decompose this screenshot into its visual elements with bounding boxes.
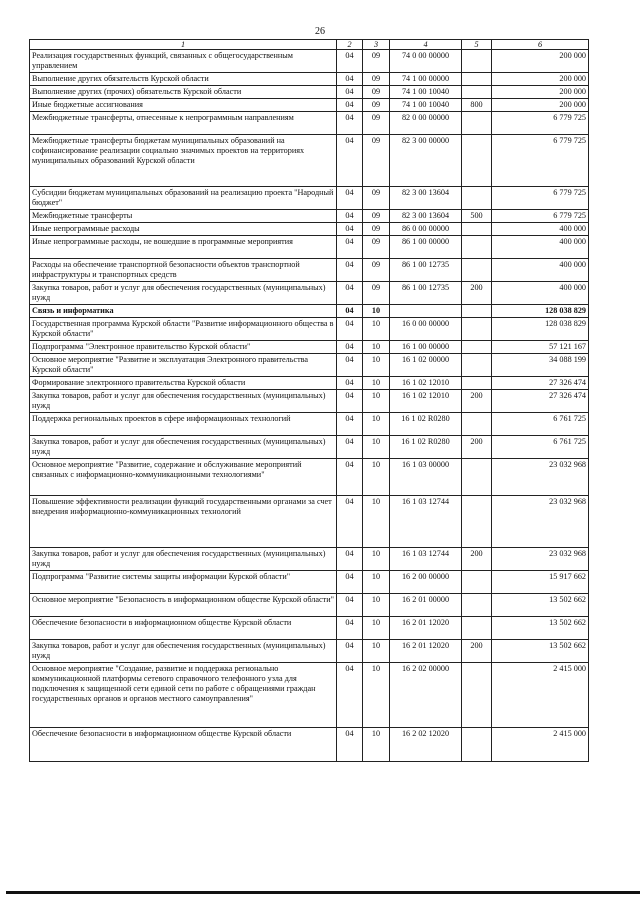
cell-rz: 04 xyxy=(337,496,363,548)
table-row xyxy=(30,594,589,617)
cell-name: Иные непрограммные расходы, не вошедшие в программные мероприятия xyxy=(30,236,337,259)
cell-vr xyxy=(462,187,492,210)
cell-csr: 16 1 02 12010 xyxy=(390,377,462,390)
cell-csr: 16 0 00 00000 xyxy=(390,318,462,341)
cell-pr: 10 xyxy=(363,594,390,617)
cell-csr: 16 1 02 00000 xyxy=(390,354,462,377)
cell-csr: 86 1 00 12735 xyxy=(390,282,462,305)
cell-name: Расходы на обеспечение транспортной безопасности объектов транспортной инфраструктуры и транспортных средств xyxy=(30,259,337,282)
cell-pr: 09 xyxy=(363,99,390,112)
cell-pr: 10 xyxy=(363,571,390,594)
cell-name: Субсидии бюджетам муниципальных образований на реализацию проекта "Народный бюджет" xyxy=(30,187,337,210)
table-row xyxy=(30,377,589,390)
cell-vr: 200 xyxy=(462,436,492,459)
cell-rz: 04 xyxy=(337,436,363,459)
table-row xyxy=(30,282,589,305)
cell-csr: 82 3 00 00000 xyxy=(390,135,462,187)
table-row xyxy=(30,413,589,436)
cell-name: Подпрограмма "Развитие системы защиты информации Курской области" xyxy=(30,571,337,594)
cell-sum: 13 502 662 xyxy=(492,617,589,640)
cell-rz: 04 xyxy=(337,413,363,436)
table-row xyxy=(30,187,589,210)
cell-name: Межбюджетные трансферты xyxy=(30,210,337,223)
cell-pr: 10 xyxy=(363,617,390,640)
cell-name: Обеспечение безопасности в информационном обществе Курской области xyxy=(30,728,337,762)
cell-pr: 10 xyxy=(363,318,390,341)
cell-pr: 10 xyxy=(363,548,390,571)
cell-vr: 200 xyxy=(462,640,492,663)
table-row xyxy=(30,112,589,135)
cell-rz: 04 xyxy=(337,318,363,341)
cell-pr: 09 xyxy=(363,50,390,73)
cell-sum: 2 415 000 xyxy=(492,728,589,762)
cell-csr: 16 1 02 12010 xyxy=(390,390,462,413)
bottom-rule xyxy=(6,891,640,894)
cell-name: Основное мероприятие "Создание, развитие и поддержка регионально коммуникационной платформы сетевого справочного телефонного узла для подключения к защищенной сети единой сети по работе с обращениями граждан государственных органов и органов местного самоуправления" xyxy=(30,663,337,728)
budget-table xyxy=(29,39,589,762)
cell-pr: 10 xyxy=(363,640,390,663)
header-col-4: 4 xyxy=(390,40,462,50)
cell-vr xyxy=(462,728,492,762)
cell-vr: 200 xyxy=(462,282,492,305)
cell-rz: 04 xyxy=(337,86,363,99)
cell-pr: 10 xyxy=(363,413,390,436)
cell-sum: 6 779 725 xyxy=(492,187,589,210)
cell-name: Поддержка региональных проектов в сфере информационных технологий xyxy=(30,413,337,436)
cell-rz: 04 xyxy=(337,728,363,762)
cell-vr xyxy=(462,305,492,318)
cell-pr: 09 xyxy=(363,210,390,223)
table-row xyxy=(30,390,589,413)
table-row xyxy=(30,210,589,223)
table-row xyxy=(30,223,589,236)
cell-pr: 10 xyxy=(363,728,390,762)
cell-vr: 200 xyxy=(462,548,492,571)
cell-pr: 10 xyxy=(363,390,390,413)
cell-vr xyxy=(462,571,492,594)
cell-rz: 04 xyxy=(337,112,363,135)
cell-name: Закупка товаров, работ и услуг для обеспечения государственных (муниципальных) нужд xyxy=(30,282,337,305)
cell-pr: 09 xyxy=(363,112,390,135)
cell-rz: 04 xyxy=(337,259,363,282)
cell-name: Основное мероприятие "Развитие, содержание и обслуживание мероприятий связанных с информационно-коммуникационными технологиями" xyxy=(30,459,337,496)
cell-rz: 04 xyxy=(337,50,363,73)
cell-sum: 6 761 725 xyxy=(492,413,589,436)
cell-rz: 04 xyxy=(337,135,363,187)
cell-csr: 74 1 00 10040 xyxy=(390,99,462,112)
cell-rz: 04 xyxy=(337,341,363,354)
cell-sum: 400 000 xyxy=(492,223,589,236)
cell-csr: 16 1 02 R0280 xyxy=(390,413,462,436)
cell-vr xyxy=(462,459,492,496)
cell-name: Выполнение других обязательств Курской области xyxy=(30,73,337,86)
cell-rz: 04 xyxy=(337,640,363,663)
cell-vr: 500 xyxy=(462,210,492,223)
cell-csr: 74 0 00 00000 xyxy=(390,50,462,73)
cell-csr: 86 1 00 00000 xyxy=(390,236,462,259)
cell-csr: 16 2 01 12020 xyxy=(390,617,462,640)
cell-vr xyxy=(462,86,492,99)
table-row xyxy=(30,640,589,663)
cell-vr: 800 xyxy=(462,99,492,112)
cell-name: Иные непрограммные расходы xyxy=(30,223,337,236)
cell-sum: 400 000 xyxy=(492,282,589,305)
cell-rz: 04 xyxy=(337,594,363,617)
cell-sum: 15 917 662 xyxy=(492,571,589,594)
table-row xyxy=(30,259,589,282)
cell-pr: 09 xyxy=(363,135,390,187)
cell-csr: 16 1 03 12744 xyxy=(390,548,462,571)
cell-sum: 6 779 725 xyxy=(492,210,589,223)
table-row xyxy=(30,318,589,341)
cell-name: Закупка товаров, работ и услуг для обеспечения государственных (муниципальных) нужд xyxy=(30,390,337,413)
cell-pr: 10 xyxy=(363,496,390,548)
table-row xyxy=(30,496,589,548)
cell-pr: 09 xyxy=(363,223,390,236)
table-row xyxy=(30,73,589,86)
cell-rz: 04 xyxy=(337,617,363,640)
cell-name: Основное мероприятие "Развитие и эксплуатация Электронного правительства Курской области" xyxy=(30,354,337,377)
budget-table-body xyxy=(30,40,589,762)
cell-pr: 09 xyxy=(363,187,390,210)
cell-sum: 27 326 474 xyxy=(492,377,589,390)
cell-pr: 09 xyxy=(363,86,390,99)
table-row xyxy=(30,354,589,377)
cell-sum: 23 032 968 xyxy=(492,548,589,571)
cell-vr xyxy=(462,73,492,86)
cell-csr: 82 3 00 13604 xyxy=(390,187,462,210)
cell-vr xyxy=(462,377,492,390)
header-col-1: 1 xyxy=(30,40,337,50)
cell-sum: 23 032 968 xyxy=(492,459,589,496)
cell-csr: 16 2 01 12020 xyxy=(390,640,462,663)
table-row xyxy=(30,99,589,112)
cell-rz: 04 xyxy=(337,390,363,413)
cell-rz: 04 xyxy=(337,377,363,390)
cell-csr: 86 0 00 00000 xyxy=(390,223,462,236)
table-row xyxy=(30,459,589,496)
table-row xyxy=(30,341,589,354)
cell-vr xyxy=(462,663,492,728)
cell-name: Повышение эффективности реализации функций государственными органами за счет внедрения информационно-коммуникационных технологий xyxy=(30,496,337,548)
cell-name: Иные бюджетные ассигнования xyxy=(30,99,337,112)
cell-pr: 09 xyxy=(363,259,390,282)
table-row xyxy=(30,50,589,73)
cell-sum: 200 000 xyxy=(492,86,589,99)
cell-pr: 10 xyxy=(363,377,390,390)
page-number: 26 xyxy=(315,26,325,37)
cell-vr xyxy=(462,617,492,640)
cell-rz: 04 xyxy=(337,236,363,259)
cell-sum: 200 000 xyxy=(492,99,589,112)
table-row xyxy=(30,436,589,459)
cell-csr: 16 2 01 00000 xyxy=(390,594,462,617)
cell-name: Закупка товаров, работ и услуг для обеспечения государственных (муниципальных) нужд xyxy=(30,548,337,571)
cell-rz: 04 xyxy=(337,99,363,112)
cell-csr: 74 1 00 10040 xyxy=(390,86,462,99)
cell-vr xyxy=(462,341,492,354)
cell-sum: 57 121 167 xyxy=(492,341,589,354)
cell-name: Межбюджетные трансферты бюджетам муниципальных образований на софинансирование реализации социально значимых проектов на территориях муниципальных образований Курской области xyxy=(30,135,337,187)
cell-vr xyxy=(462,318,492,341)
cell-name: Реализация государственных функций, связанных с общегосударственным управлением xyxy=(30,50,337,73)
cell-vr xyxy=(462,50,492,73)
cell-pr: 10 xyxy=(363,305,390,318)
cell-vr xyxy=(462,413,492,436)
cell-sum: 128 038 829 xyxy=(492,305,589,318)
cell-sum: 6 779 725 xyxy=(492,112,589,135)
cell-pr: 10 xyxy=(363,459,390,496)
cell-name: Формирование электронного правительства Курской области xyxy=(30,377,337,390)
table-row xyxy=(30,548,589,571)
cell-vr xyxy=(462,354,492,377)
header-col-3: 3 xyxy=(363,40,390,50)
cell-rz: 04 xyxy=(337,73,363,86)
cell-csr: 16 1 03 12744 xyxy=(390,496,462,548)
cell-csr: 74 1 00 00000 xyxy=(390,73,462,86)
cell-sum: 400 000 xyxy=(492,236,589,259)
cell-rz: 04 xyxy=(337,305,363,318)
cell-sum: 128 038 829 xyxy=(492,318,589,341)
cell-rz: 04 xyxy=(337,548,363,571)
table-row xyxy=(30,728,589,762)
cell-name: Государственная программа Курской области "Развитие информационного общества в Курской области" xyxy=(30,318,337,341)
header-row xyxy=(30,40,589,50)
cell-csr: 82 3 00 13604 xyxy=(390,210,462,223)
cell-rz: 04 xyxy=(337,210,363,223)
cell-vr xyxy=(462,223,492,236)
cell-rz: 04 xyxy=(337,223,363,236)
cell-vr xyxy=(462,135,492,187)
cell-csr: 16 2 00 00000 xyxy=(390,571,462,594)
cell-name: Обеспечение безопасности в информационном обществе Курской области xyxy=(30,617,337,640)
cell-pr: 10 xyxy=(363,436,390,459)
cell-csr xyxy=(390,305,462,318)
header-col-2: 2 xyxy=(337,40,363,50)
table-row xyxy=(30,617,589,640)
cell-sum: 6 761 725 xyxy=(492,436,589,459)
cell-vr xyxy=(462,496,492,548)
table-row xyxy=(30,236,589,259)
table-row xyxy=(30,305,589,318)
cell-vr: 200 xyxy=(462,390,492,413)
cell-sum: 400 000 xyxy=(492,259,589,282)
cell-name: Межбюджетные трансферты, отнесенные к непрограммным направлениям xyxy=(30,112,337,135)
header-col-5: 5 xyxy=(462,40,492,50)
cell-sum: 23 032 968 xyxy=(492,496,589,548)
cell-sum: 13 502 662 xyxy=(492,594,589,617)
cell-name: Закупка товаров, работ и услуг для обеспечения государственных (муниципальных) нужд xyxy=(30,640,337,663)
cell-pr: 09 xyxy=(363,73,390,86)
cell-csr: 16 1 02 R0280 xyxy=(390,436,462,459)
cell-sum: 27 326 474 xyxy=(492,390,589,413)
cell-sum: 13 502 662 xyxy=(492,640,589,663)
cell-pr: 09 xyxy=(363,282,390,305)
cell-csr: 82 0 00 00000 xyxy=(390,112,462,135)
table-row xyxy=(30,135,589,187)
cell-sum: 2 415 000 xyxy=(492,663,589,728)
cell-name: Основное мероприятие "Безопасность в информационном обществе Курской области" xyxy=(30,594,337,617)
table-row xyxy=(30,663,589,728)
cell-vr xyxy=(462,259,492,282)
cell-sum: 200 000 xyxy=(492,50,589,73)
cell-name: Выполнение других (прочих) обязательств Курской области xyxy=(30,86,337,99)
cell-name: Связь и информатика xyxy=(30,305,337,318)
cell-pr: 10 xyxy=(363,354,390,377)
table-row xyxy=(30,571,589,594)
cell-rz: 04 xyxy=(337,282,363,305)
cell-rz: 04 xyxy=(337,187,363,210)
cell-csr: 16 1 03 00000 xyxy=(390,459,462,496)
cell-sum: 200 000 xyxy=(492,73,589,86)
cell-sum: 6 779 725 xyxy=(492,135,589,187)
cell-name: Подпрограмма "Электронное правительство Курской области" xyxy=(30,341,337,354)
table-row xyxy=(30,86,589,99)
cell-rz: 04 xyxy=(337,663,363,728)
cell-name: Закупка товаров, работ и услуг для обеспечения государственных (муниципальных) нужд xyxy=(30,436,337,459)
cell-vr xyxy=(462,594,492,617)
cell-rz: 04 xyxy=(337,459,363,496)
cell-pr: 10 xyxy=(363,341,390,354)
cell-pr: 10 xyxy=(363,663,390,728)
cell-csr: 16 2 02 00000 xyxy=(390,663,462,728)
cell-vr xyxy=(462,112,492,135)
cell-sum: 34 088 199 xyxy=(492,354,589,377)
cell-rz: 04 xyxy=(337,571,363,594)
cell-vr xyxy=(462,236,492,259)
header-col-6: 6 xyxy=(492,40,589,50)
cell-csr: 16 2 02 12020 xyxy=(390,728,462,762)
cell-csr: 86 1 00 12735 xyxy=(390,259,462,282)
cell-pr: 09 xyxy=(363,236,390,259)
cell-rz: 04 xyxy=(337,354,363,377)
cell-csr: 16 1 00 00000 xyxy=(390,341,462,354)
